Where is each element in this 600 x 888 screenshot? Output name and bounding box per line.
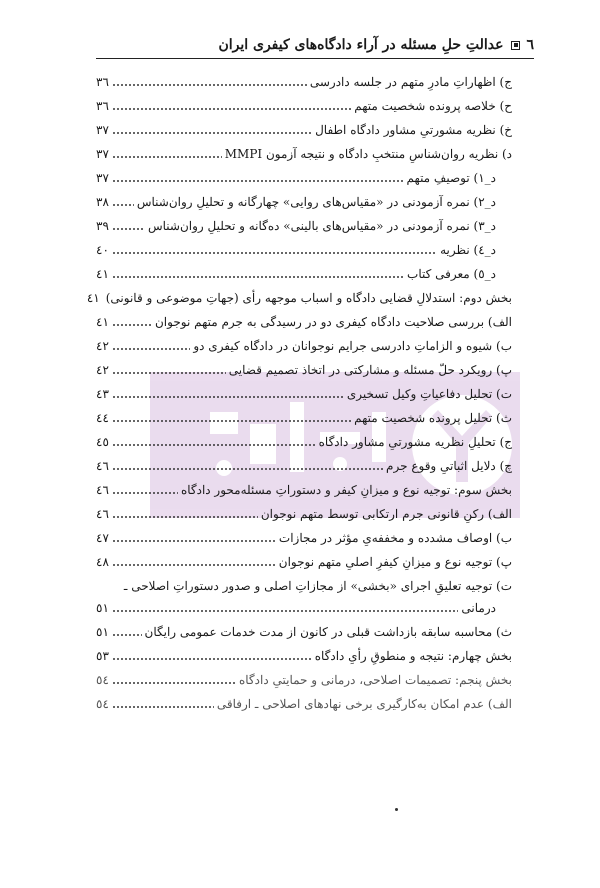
toc-entry[interactable]: الف) رکنِ قانونی جرم ارتکابی توسط متهم نوجوان ٤٦ bbox=[96, 507, 512, 521]
toc-entry[interactable]: د) نظریه روان‌شناسِ منتخبِ دادگاه و نتیجه آزمون MMPI ٣٧ bbox=[96, 147, 512, 161]
toc-entry[interactable]: ث) تحلیل پرونده شخصیت متهم ٤٤ bbox=[96, 411, 512, 425]
page-mark bbox=[395, 808, 398, 811]
toc-entry[interactable]: د_٤) نظریه ٤٠ bbox=[96, 243, 496, 257]
toc-entry[interactable]: ث) محاسبه سابقه بازداشت قبلی در کانون از مدت خدمات عمومی رایگان ٥١ bbox=[96, 625, 512, 639]
book-title: عدالتِ حلِ مسئله در آراء دادگاه‌های کیفری ایران bbox=[218, 37, 504, 53]
page-number: ٦ bbox=[526, 37, 534, 53]
toc-section-heading[interactable]: بخش چهارم: نتیجه و منطوقِ رأیِ دادگاه ٥٣ bbox=[96, 649, 512, 663]
toc-entry[interactable]: خ) نظریه مشورتیِ مشاور دادگاه اطفال ٣٧ bbox=[96, 123, 512, 137]
toc-entry[interactable]: ت) تحلیل دفاعیاتِ وکیل تسخیری ٤٣ bbox=[96, 387, 512, 401]
toc-entry[interactable]: د_٥) معرفی کتاب ٤١ bbox=[96, 267, 496, 281]
toc-entry[interactable]: د_٣) نمره آزمودنی در «مقیاس‌های بالینی» ده‌گانه و تحلیلِ روان‌شناس ٣٩ bbox=[96, 219, 496, 233]
toc-entry[interactable]: ح) خلاصه پرونده شخصیت متهم ٣٦ bbox=[96, 99, 512, 113]
square-bullet-icon bbox=[511, 41, 520, 50]
toc-entry[interactable]: ت) توجیه تعلیقِ اجرای «بخشی» از مجازاتِ اصلی و صدور دستوراتِ اصلاحی ـ bbox=[123, 579, 512, 593]
toc-entry[interactable]: د_١) توصیفِ متهم ٣٧ bbox=[96, 171, 496, 185]
running-header bbox=[96, 32, 534, 59]
toc-entry[interactable]: ب) شیوه و الزاماتِ دادرسی جرایم نوجوانان در دادگاه کیفری دو ٤٢ bbox=[96, 339, 512, 353]
toc-entry[interactable]: چ) دلایل اثباتیِ وقوع جرم ٤٦ bbox=[96, 459, 512, 473]
toc-entry-continuation[interactable]: درمانی ٥١ bbox=[96, 601, 496, 615]
toc-entry[interactable]: ج) اظهاراتِ مادرِ متهم در جلسه دادرسی ٣٦ bbox=[96, 75, 512, 89]
toc-entry[interactable]: ج) تحلیلِ نظریه مشورتیِ مشاور دادگاه ٤٥ bbox=[96, 435, 512, 449]
toc-section-heading[interactable]: بخش پنجم: تصمیمات اصلاحی، درمانی و حمایتیِ دادگاه ٥٤ bbox=[96, 673, 512, 687]
toc-entry[interactable]: پ) توجیه نوع و میزانِ کیفرِ اصلیِ متهم نوجوان ٤٨ bbox=[96, 555, 512, 569]
toc-entry[interactable]: ب) اوصاف مشدده و مخففه‌یِ مؤثر در مجازات ٤٧ bbox=[96, 531, 512, 545]
table-of-contents bbox=[86, 66, 512, 712]
toc-entry[interactable]: پ) رویکرد حلّ مسئله و مشارکتی در اتخاذ تصمیم قضایی ٤٢ bbox=[96, 363, 512, 377]
toc-section-heading[interactable]: بخش دوم: استدلالِ قضایی دادگاه و اسباب موجهه رأی (جهاتِ موضوعی و قانونی) ٤١ bbox=[86, 291, 512, 305]
toc-entry[interactable]: الف) عدم امکان به‌کارگیری برخی نهادهای اصلاحی ـ ارفاقی ٥٤ bbox=[96, 697, 512, 711]
toc-entry[interactable]: د_٢) نمره آزمودنی در «مقیاس‌های روایی» چهارگانه و تحلیلِ روان‌شناس ٣٨ bbox=[96, 195, 496, 209]
toc-section-heading[interactable]: بخش سوم: توجیه نوع و میزانِ کیفر و دستوراتِ مسئله‌محور دادگاه ٤٦ bbox=[96, 483, 512, 497]
toc-entry[interactable]: الف) بررسی صلاحیت دادگاه کیفری دو در رسیدگی به جرم متهم نوجوان ٤١ bbox=[96, 315, 512, 329]
